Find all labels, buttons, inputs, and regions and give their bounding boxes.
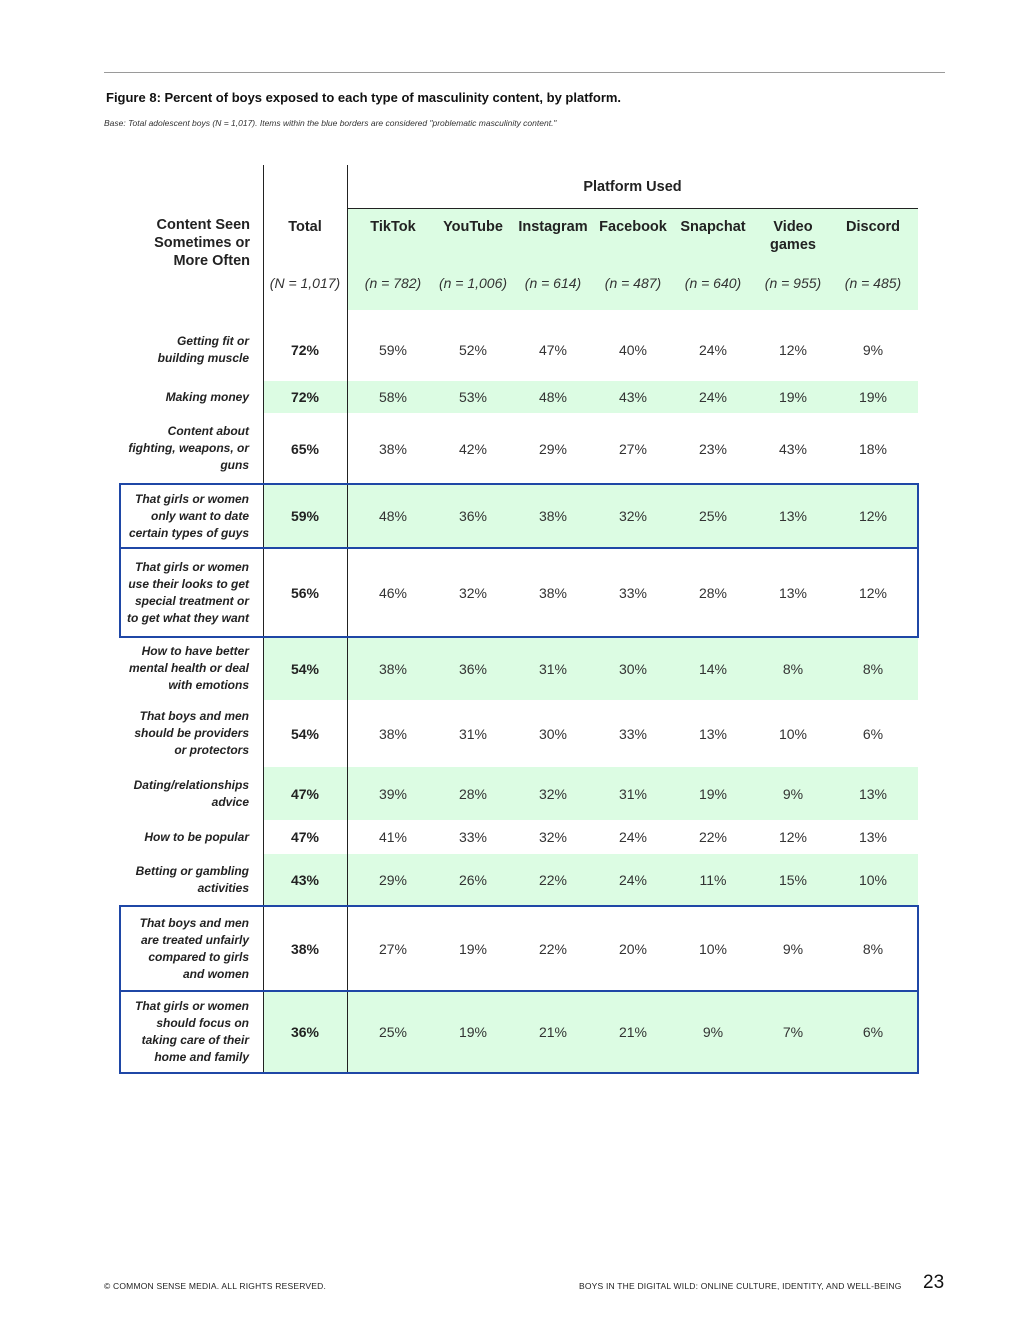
row-label-line: special treatment or <box>134 593 249 608</box>
row-label-line: That girls or women <box>134 559 249 574</box>
platform-name-line: Facebook <box>599 219 667 235</box>
platform-value: 19% <box>458 1024 488 1040</box>
platform-value: 10% <box>698 940 728 957</box>
row-label <box>124 484 249 548</box>
platform-value: 31% <box>458 725 488 742</box>
figure-base-note: Base: Total adolescent boys (N = 1,017). Items within the blue borders are considered "problematic masculinity content." <box>104 118 557 128</box>
platform-value: 38% <box>378 660 408 677</box>
platform-value: 43% <box>618 389 648 405</box>
platform-value: 6% <box>862 1024 884 1040</box>
platform-value: 33% <box>618 584 648 601</box>
platform-value: 19% <box>858 389 888 405</box>
platform-value: 10% <box>778 725 808 742</box>
platform-value: 38% <box>378 440 408 457</box>
row-label-line: How to have better <box>141 644 249 658</box>
platform-value: 21% <box>618 1024 648 1040</box>
platform-value: 24% <box>618 829 648 845</box>
platform-n: (n = 487) <box>604 275 662 291</box>
platform-value: 12% <box>778 341 808 358</box>
platform-value: 25% <box>698 508 728 524</box>
platform-value: 48% <box>378 508 408 524</box>
platform-value: 39% <box>378 785 408 802</box>
platform-n: (n = 955) <box>764 275 822 291</box>
row-label <box>124 767 249 820</box>
platform-n: (n = 485) <box>844 275 902 291</box>
row-header-line: Content Seen <box>156 217 250 233</box>
platform-value: 41% <box>378 829 408 845</box>
platform-value: 22% <box>538 940 568 957</box>
platform-name-line: Instagram <box>518 219 588 235</box>
row-label-line: Content about <box>167 424 249 438</box>
platform-value: 36% <box>458 660 488 677</box>
platform-value: 25% <box>378 1024 408 1040</box>
row-label <box>124 637 249 700</box>
platform-value: 8% <box>862 940 884 957</box>
row-label <box>124 991 249 1073</box>
platform-value: 11% <box>699 872 727 888</box>
platform-value: 13% <box>778 508 808 524</box>
platform-value: 40% <box>618 341 648 358</box>
platform-value: 47% <box>538 341 568 358</box>
total-n: (N = 1,017) <box>269 275 341 291</box>
platform-value: 32% <box>458 584 488 601</box>
platform-value: 19% <box>778 389 808 405</box>
platform-value: 20% <box>618 940 648 957</box>
row-label-line: Getting fit or <box>177 333 249 348</box>
row-label-line: should be providers <box>134 726 249 740</box>
row-label-line: should focus on <box>156 1016 249 1030</box>
platform-value: 30% <box>538 725 568 742</box>
row-label-line: That girls or women <box>134 491 249 506</box>
platform-value: 13% <box>778 584 808 601</box>
platform-name-line: Video <box>773 219 813 235</box>
platform-n: (n = 614) <box>524 275 582 291</box>
platform-value: 12% <box>778 829 808 845</box>
platform-value: 9% <box>862 341 884 358</box>
platform-name-line: TikTok <box>370 219 416 235</box>
row-label <box>124 413 249 484</box>
platform-value: 12% <box>858 508 888 524</box>
platform-n: (n = 1,006) <box>438 275 508 291</box>
platform-n: (n = 782) <box>364 275 422 291</box>
platform-value: 14% <box>698 660 728 677</box>
total-value: 59% <box>290 508 320 524</box>
platform-value: 46% <box>378 584 408 601</box>
top-rule <box>104 72 945 73</box>
platform-value: 38% <box>538 508 568 524</box>
row-label-line: only want to date <box>150 508 249 523</box>
platform-value: 29% <box>378 872 408 888</box>
platform-value: 29% <box>538 440 568 457</box>
platform-value: 19% <box>698 785 728 802</box>
platform-name-line: Discord <box>846 219 900 235</box>
row-label-line: and women <box>182 966 249 981</box>
row-label-line: building muscle <box>157 350 249 365</box>
platform-value: 33% <box>618 725 648 742</box>
platform-value: 32% <box>538 785 568 802</box>
row-label-line: activities <box>197 881 249 895</box>
row-label-line: mental health or deal <box>128 661 249 675</box>
row-label <box>124 820 249 854</box>
platform-value: 8% <box>862 660 884 677</box>
platform-value: 28% <box>458 785 488 802</box>
platform-value: 36% <box>458 508 488 524</box>
row-label-line: or protectors <box>174 743 249 757</box>
total-value: 56% <box>290 584 320 601</box>
row-label <box>124 854 249 906</box>
footer-copyright: © COMMON SENSE MEDIA. ALL RIGHTS RESERVED. <box>104 1281 327 1291</box>
platform-header <box>511 218 595 258</box>
platform-value: 12% <box>858 584 888 601</box>
total-value: 54% <box>290 725 320 742</box>
row-header-label <box>130 200 250 270</box>
platform-n: (n = 640) <box>684 275 742 291</box>
row-label-line: use their looks to get <box>128 576 249 591</box>
platform-value: 9% <box>782 785 804 802</box>
row-label-line: How to be popular <box>144 829 249 844</box>
row-label <box>124 548 249 637</box>
row-header-line: More Often <box>173 253 250 269</box>
platform-header <box>431 218 515 258</box>
platform-value: 31% <box>618 785 648 802</box>
row-label-line: certain types of guys <box>128 525 249 540</box>
platform-header <box>351 218 435 258</box>
platform-value: 33% <box>458 829 488 845</box>
platform-value: 23% <box>698 440 728 457</box>
total-value: 72% <box>290 389 320 405</box>
figure-title: Figure 8: Percent of boys exposed to each type of masculinity content, by platform. <box>106 90 622 105</box>
row-label-line: Making money <box>165 389 249 404</box>
platform-header <box>831 218 915 258</box>
platform-value: 48% <box>538 389 568 405</box>
platform-value: 53% <box>458 389 488 405</box>
row-label-line: with emotions <box>168 678 249 692</box>
platform-value: 42% <box>458 440 488 457</box>
platform-value: 9% <box>782 940 804 957</box>
platform-value: 21% <box>538 1024 568 1040</box>
total-value: 43% <box>290 872 320 888</box>
total-value: 47% <box>290 829 320 845</box>
platform-value: 52% <box>458 341 488 358</box>
platform-value: 8% <box>782 660 804 677</box>
platform-value: 58% <box>378 389 408 405</box>
platform-value: 32% <box>618 508 648 524</box>
row-header-line: Sometimes or <box>154 235 250 251</box>
platform-value: 24% <box>698 341 728 358</box>
row-label-line: guns <box>220 458 249 472</box>
row-label <box>124 381 249 413</box>
row-label-line: That boys and men <box>139 915 249 930</box>
row-label-line: That boys and men <box>139 709 249 723</box>
row-label <box>124 318 249 381</box>
page-number: 23 <box>923 1272 945 1293</box>
platform-value: 15% <box>778 872 808 888</box>
platform-value: 24% <box>698 389 728 405</box>
platform-value: 6% <box>862 725 884 742</box>
row-label-line: Betting or gambling <box>135 864 249 878</box>
platform-value: 43% <box>778 440 808 457</box>
platform-header <box>591 218 675 258</box>
row-label-line: compared to girls <box>148 949 249 964</box>
row-label-line: Dating/relationships <box>133 777 249 792</box>
platform-value: 13% <box>698 725 728 742</box>
platform-name-line: games <box>770 237 816 253</box>
platform-value: 19% <box>458 940 488 957</box>
platform-name-line: YouTube <box>443 219 503 235</box>
total-value: 38% <box>290 940 320 957</box>
total-value: 72% <box>290 341 320 358</box>
platform-value: 10% <box>858 872 888 888</box>
platform-value: 59% <box>378 341 408 358</box>
platform-header <box>751 218 835 258</box>
row-label-line: taking care of their <box>141 1033 249 1047</box>
row-label-line: That girls or women <box>134 999 249 1013</box>
platform-name-line: Snapchat <box>680 219 746 235</box>
row-label-line: to get what they want <box>126 610 249 625</box>
platform-header-rule <box>347 208 918 209</box>
platform-value: 38% <box>378 725 408 742</box>
platform-value: 38% <box>538 584 568 601</box>
row-label <box>124 700 249 767</box>
total-value: 54% <box>290 660 320 677</box>
platform-header <box>671 218 755 258</box>
platform-used-header: Platform Used <box>583 179 682 195</box>
total-value: 65% <box>290 440 320 457</box>
row-label-line: fighting, weapons, or <box>128 441 249 455</box>
platform-value: 18% <box>858 440 888 457</box>
row-label-line: are treated unfairly <box>140 932 249 947</box>
platform-value: 7% <box>782 1024 804 1040</box>
platform-value: 28% <box>698 584 728 601</box>
row-label <box>124 906 249 991</box>
row-label-line: advice <box>211 794 249 809</box>
platform-value: 26% <box>458 872 488 888</box>
platform-value: 27% <box>378 940 408 957</box>
platform-value: 32% <box>538 829 568 845</box>
platform-value: 13% <box>858 785 888 802</box>
platform-value: 27% <box>618 440 648 457</box>
footer-report-title: BOYS IN THE DIGITAL WILD: ONLINE CULTURE, IDENTITY, AND WELL-BEING <box>579 1281 902 1291</box>
total-header: Total <box>288 219 322 235</box>
platform-value: 22% <box>538 872 568 888</box>
platform-value: 9% <box>702 1024 724 1040</box>
row-label-line: home and family <box>154 1050 249 1064</box>
platform-value: 22% <box>698 829 728 845</box>
platform-value: 31% <box>538 660 568 677</box>
platform-value: 13% <box>858 829 888 845</box>
total-value: 36% <box>290 1024 320 1040</box>
platform-value: 24% <box>618 872 648 888</box>
platform-value: 30% <box>618 660 648 677</box>
total-value: 47% <box>290 785 320 802</box>
